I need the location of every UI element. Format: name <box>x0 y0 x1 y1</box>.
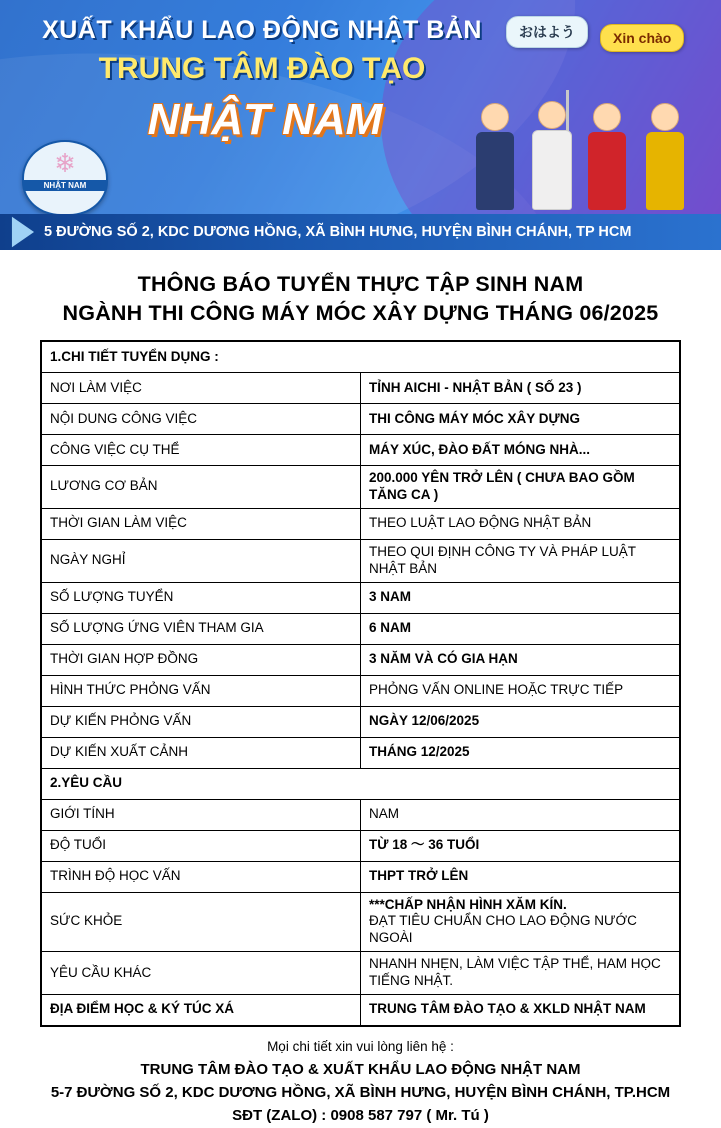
row-value: THEO LUẬT LAO ĐỘNG NHẬT BẢN <box>361 508 680 539</box>
table-row <box>42 644 680 675</box>
page-title-line-1: THÔNG BÁO TUYỂN THỰC TẬP SINH NAM <box>137 272 584 296</box>
row-label: NƠI LÀM VIỆC <box>42 373 361 404</box>
row-label: DỰ KIẾN PHỎNG VẤN <box>42 706 361 737</box>
row-label: ĐỘ TUỔI <box>42 830 361 861</box>
footer-address: 5-7 ĐƯỜNG SỐ 2, KDC DƯƠNG HỒNG, XÃ BÌNH HƯNG, HUYỆN BÌNH CHÁNH, TP.HCM <box>50 1084 671 1102</box>
row-value: THÁNG 12/2025 <box>361 737 680 768</box>
table-section-header-row <box>42 342 680 373</box>
row-label: THỜI GIAN LÀM VIỆC <box>42 508 361 539</box>
health-line-1: ***CHẤP NHẬN HÌNH XĂM KÍN. <box>369 896 567 912</box>
page-title <box>0 270 721 328</box>
row-value: 200.000 YÊN TRỞ LÊN ( CHƯA BAO GỒM TĂNG CA ) <box>361 466 680 509</box>
speech-bubble-japanese: おはよう <box>506 16 588 48</box>
row-label: HÌNH THỨC PHỎNG VẤN <box>42 675 361 706</box>
row-label: THỜI GIAN HỢP ĐỒNG <box>42 644 361 675</box>
row-label: CÔNG VIỆC CỤ THỂ <box>42 435 361 466</box>
table-row <box>42 539 680 582</box>
row-label: NGÀY NGHỈ <box>42 539 361 582</box>
row-value: THEO QUI ĐỊNH CÔNG TY VÀ PHÁP LUẬT NHẬT BẢN <box>361 539 680 582</box>
footer-company: TRUNG TÂM ĐÀO TẠO & XUẤT KHẨU LAO ĐỘNG NHẬT NAM <box>140 1060 581 1078</box>
row-label: SỐ LƯỢNG TUYỂN <box>42 582 361 613</box>
table-row <box>42 508 680 539</box>
table-row <box>42 613 680 644</box>
logo-label: NHẬT NAM <box>24 180 106 191</box>
row-label: YÊU CẦU KHÁC <box>42 952 361 995</box>
table-row <box>42 861 680 892</box>
banner-brand-name: NHẬT NAM <box>147 95 383 144</box>
banner-address-text: 5 ĐƯỜNG SỐ 2, KDC DƯƠNG HỒNG, XÃ BÌNH HƯNG, HUYỆN BÌNH CHÁNH, TP HCM <box>44 224 632 240</box>
row-label: ĐỊA ĐIỂM HỌC & KÝ TÚC XÁ <box>42 994 361 1025</box>
table-row <box>42 952 680 995</box>
person-figure-1 <box>476 103 514 210</box>
footer-contact <box>0 1037 721 1128</box>
table-row <box>42 830 680 861</box>
row-value: 3 NAM <box>361 582 680 613</box>
people-illustration <box>470 60 720 210</box>
row-label: TRÌNH ĐỘ HỌC VẤN <box>42 861 361 892</box>
table-row-location <box>42 994 680 1025</box>
row-label: DỰ KIẾN XUẤT CẢNH <box>42 737 361 768</box>
person-figure-3 <box>588 103 626 210</box>
table-row <box>42 435 680 466</box>
row-label: NỘI DUNG CÔNG VIỆC <box>42 404 361 435</box>
table-row <box>42 799 680 830</box>
row-value: THPT TRỞ LÊN <box>361 861 680 892</box>
recruitment-details-table <box>40 340 681 1027</box>
table-row-health <box>42 892 680 952</box>
table-row <box>42 706 680 737</box>
flower-icon: ❄ <box>54 148 76 178</box>
table-row <box>42 675 680 706</box>
company-logo <box>22 140 108 216</box>
table-row <box>42 404 680 435</box>
row-label: SỨC KHỎE <box>42 892 361 952</box>
row-value: TỈNH AICHI - NHẬT BẢN ( SỐ 23 ) <box>361 373 680 404</box>
header-banner <box>0 0 721 250</box>
row-value <box>361 892 680 952</box>
row-value: TRUNG TÂM ĐÀO TẠO & XKLD NHẬT NAM <box>361 994 680 1025</box>
health-line-2: ĐẠT TIÊU CHUẨN CHO LAO ĐỘNG NƯỚC NGOÀI <box>369 913 637 946</box>
table-row <box>42 373 680 404</box>
row-value: NHANH NHẸN, LÀM VIỆC TẬP THỂ, HAM HỌC TIẾNG NHẬT. <box>361 952 680 995</box>
row-value: PHỎNG VẤN ONLINE HOẶC TRỰC TIẾP <box>361 675 680 706</box>
footer-intro: Mọi chi tiết xin vui lòng liên hệ : <box>267 1038 454 1054</box>
row-value: 6 NAM <box>361 613 680 644</box>
row-value: NGÀY 12/06/2025 <box>361 706 680 737</box>
row-value: MÁY XÚC, ĐÀO ĐẤT MÓNG NHÀ... <box>361 435 680 466</box>
footer-phone: SĐT (ZALO) : 0908 587 797 ( Mr. Tú ) <box>232 1107 489 1125</box>
row-value: NAM <box>361 799 680 830</box>
row-label: SỐ LƯỢNG ỨNG VIÊN THAM GIA <box>42 613 361 644</box>
row-value: 3 NĂM VÀ CÓ GIA HẠN <box>361 644 680 675</box>
section-2-title: 2.YÊU CẦU <box>42 768 680 799</box>
row-label: LƯƠNG CƠ BẢN <box>42 466 361 509</box>
table-row <box>42 582 680 613</box>
table-row <box>42 466 680 509</box>
row-label: GIỚI TÍNH <box>42 799 361 830</box>
banner-subtitle: TRUNG TÂM ĐÀO TẠO <box>98 52 426 85</box>
section-1-title: 1.CHI TIẾT TUYỂN DỤNG : <box>42 342 680 373</box>
person-figure-4 <box>646 103 684 210</box>
table-row <box>42 737 680 768</box>
person-figure-2 <box>532 101 572 210</box>
banner-top-title: XUẤT KHẨU LAO ĐỘNG NHẬT BẢN <box>42 16 482 44</box>
page-title-line-2: NGÀNH THI CÔNG MÁY MÓC XÂY DỰNG THÁNG 06/2025 <box>62 301 659 326</box>
row-value: THI CÔNG MÁY MÓC XÂY DỰNG <box>361 404 680 435</box>
table-section-header-row <box>42 768 680 799</box>
speech-bubble-vietnamese: Xin chào <box>600 24 684 52</box>
arrow-right-icon <box>12 217 34 248</box>
banner-address-bar <box>0 214 721 250</box>
row-value: TỪ 18 ～ 36 TUỔI <box>361 830 680 861</box>
